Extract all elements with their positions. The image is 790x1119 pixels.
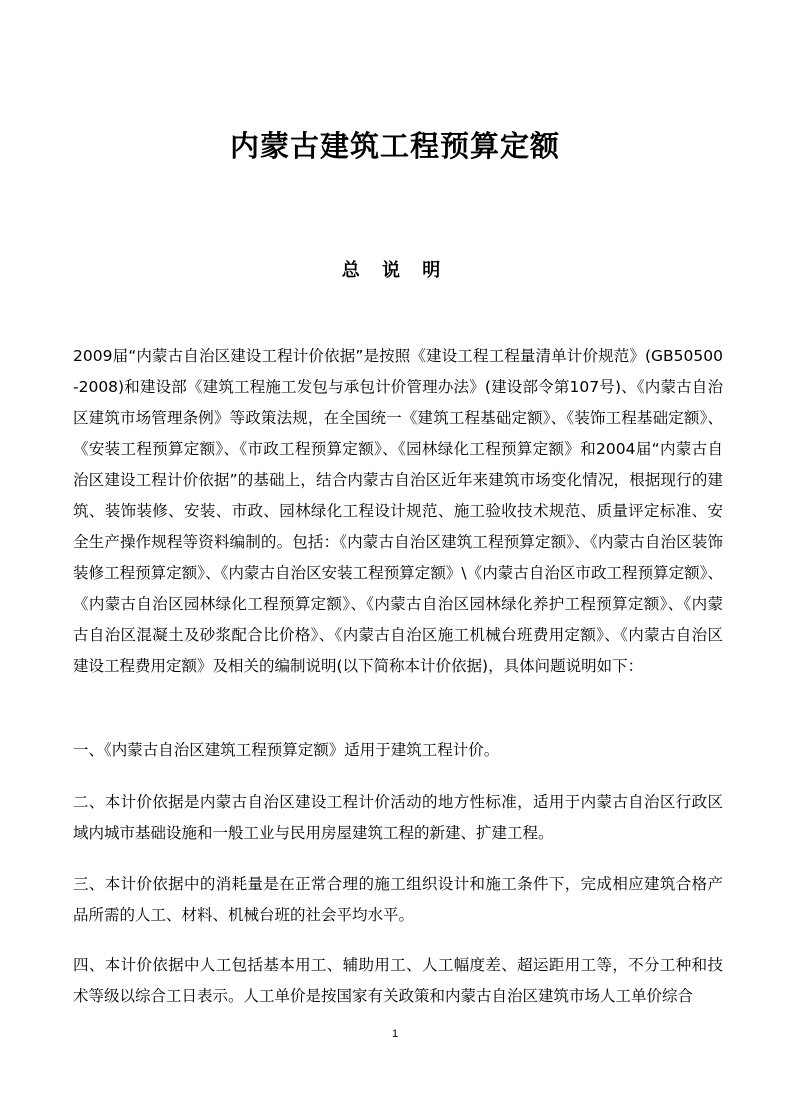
clause-4-paragraph	[73, 950, 723, 1012]
intro-paragraph	[73, 341, 723, 682]
paragraph-text: 三、本计价依据中的消耗量是在正常合理的施工组织设计和施工条件下，完成相应建筑合格产品所需的人工、材料、机械台班的社会平均水平。	[73, 875, 723, 924]
clause-1-paragraph	[73, 735, 723, 766]
section-heading: 总 说 明	[341, 260, 449, 281]
paragraph-text: 一、《内蒙古自治区建筑工程预算定额》适用于建筑工程计价。	[73, 741, 500, 759]
paragraph-text: 二、本计价依据是内蒙古自治区建设工程计价活动的地方性标准，适用于内蒙古自治区行政区域内城市基础设施和一般工业与民用房屋建筑工程的新建、扩建工程。	[73, 793, 723, 842]
clause-2-paragraph	[73, 787, 723, 849]
clause-3-paragraph	[73, 869, 723, 931]
paragraph-text: 2009届“内蒙古自治区建设工程计价依据”是按照《建设工程工程量清单计价规范》(GB50500-2008)和建设部《建筑工程施工发包与承包计价管理办法》(建设部令第107号)、《内蒙古自治区建筑市场管理条例》等政策法规，在全国统一《建筑工程基础定额》、《装饰工程基础定额》、《安装工程预算定额》、《市政工程预算定额》、《园林绿化工程预算定额》和2004届“内蒙古自治区建设工程计价依据”的基础上，结合内蒙古自治区近年来建筑市场变化情况，根据现行的建筑、装饰装修、安装、市政、园林绿化工程设计规范、施工验收技术规范、质量评定标准、安全生产操作规程等资料编制的。包括：《内蒙古自治区建筑工程预算定额》、《内蒙古自治区装饰装修工程预算定额》、《内蒙古自治区安装工程预算定额》\《内蒙古自治区市政工程预算定额》、《内蒙古自治区园林绿化工程预算定额》、《内蒙古自治区园林绿化养护工程预算定额》、《内蒙古自治区混凝土及砂浆配合比价格》、《内蒙古自治区施工机械台班费用定额》、《内蒙古自治区建设工程费用定额》及相关的编制说明(以下简称本计价依据)，具体问题说明如下：	[73, 347, 723, 675]
document-title: 内蒙古建筑工程预算定额	[229, 129, 560, 163]
paragraph-text: 四、本计价依据中人工包括基本用工、辅助用工、人工幅度差、超运距用工等，不分工种和技术等级以综合工日表示。人工单价是按国家有关政策和内蒙古自治区建筑市场人工单价综合	[73, 956, 723, 1005]
page-number: 1	[391, 1028, 399, 1040]
